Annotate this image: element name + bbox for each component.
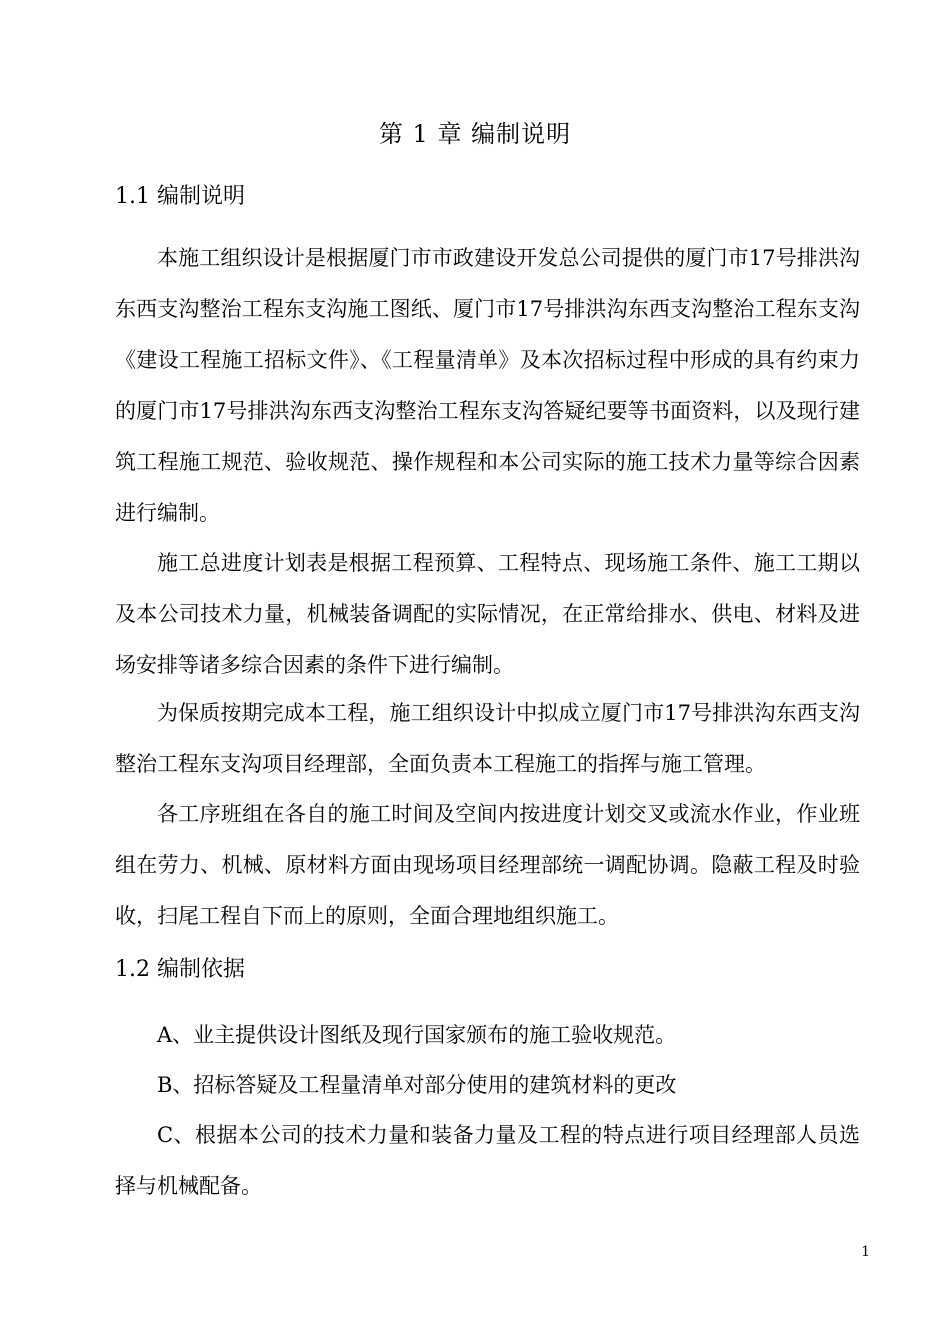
- chapter-title: 第 1 章 编制说明: [378, 120, 572, 148]
- paragraph-compilation-basis-overview: 本施工组织设计是根据厦门市市政建设开发总公司提供的厦门市17号排洪沟东西支沟整治工程东支沟施工图纸、厦门市17号排洪沟东西支沟整治工程东支沟《建设工程施工招标文件》、《工程量清单》及本次招标过程中形成的具有约束力的厦门市17号排洪沟东西支沟整治工程东支沟答疑纪要等书面资料，以及现行建筑工程施工规范、验收规范、操作规程和本公司实际的施工技术力量等综合因素进行编制。: [115, 246, 860, 525]
- section-heading-1-2: 1.2 编制依据: [115, 957, 245, 982]
- paragraph-project-department: 为保质按期完成本工程，施工组织设计中拟成立厦门市17号排洪沟东西支沟整治工程东支沟项目经理部，全面负责本工程施工的指挥与施工管理。: [115, 701, 860, 776]
- basis-item-c: C、根据本公司的技术力量和装备力量及工程的特点进行项目经理部人员选择与机械配备。: [115, 1123, 860, 1198]
- paragraph-schedule-plan: 施工总进度计划表是根据工程预算、工程特点、现场施工条件、施工工期以及本公司技术力量，机械装备调配的实际情况，在正常给排水、供电、材料及进场安排等诸多综合因素的条件下进行编制。: [115, 551, 860, 677]
- paragraph-work-teams: 各工序班组在各自的施工时间及空间内按进度计划交叉或流水作业，作业班组在劳力、机械、原材料方面由现场项目经理部统一调配协调。隐蔽工程及时验收，扫尾工程自下而上的原则，全面合理地组织施工。: [115, 802, 860, 928]
- basis-item-b: B、招标答疑及工程量清单对部分使用的建筑材料的更改: [157, 1073, 677, 1097]
- page-number: 1: [861, 1244, 870, 1260]
- basis-item-a: A、业主提供设计图纸及现行国家颁布的施工验收规范。: [157, 1023, 677, 1047]
- section-heading-1-1: 1.1 编制说明: [115, 184, 245, 209]
